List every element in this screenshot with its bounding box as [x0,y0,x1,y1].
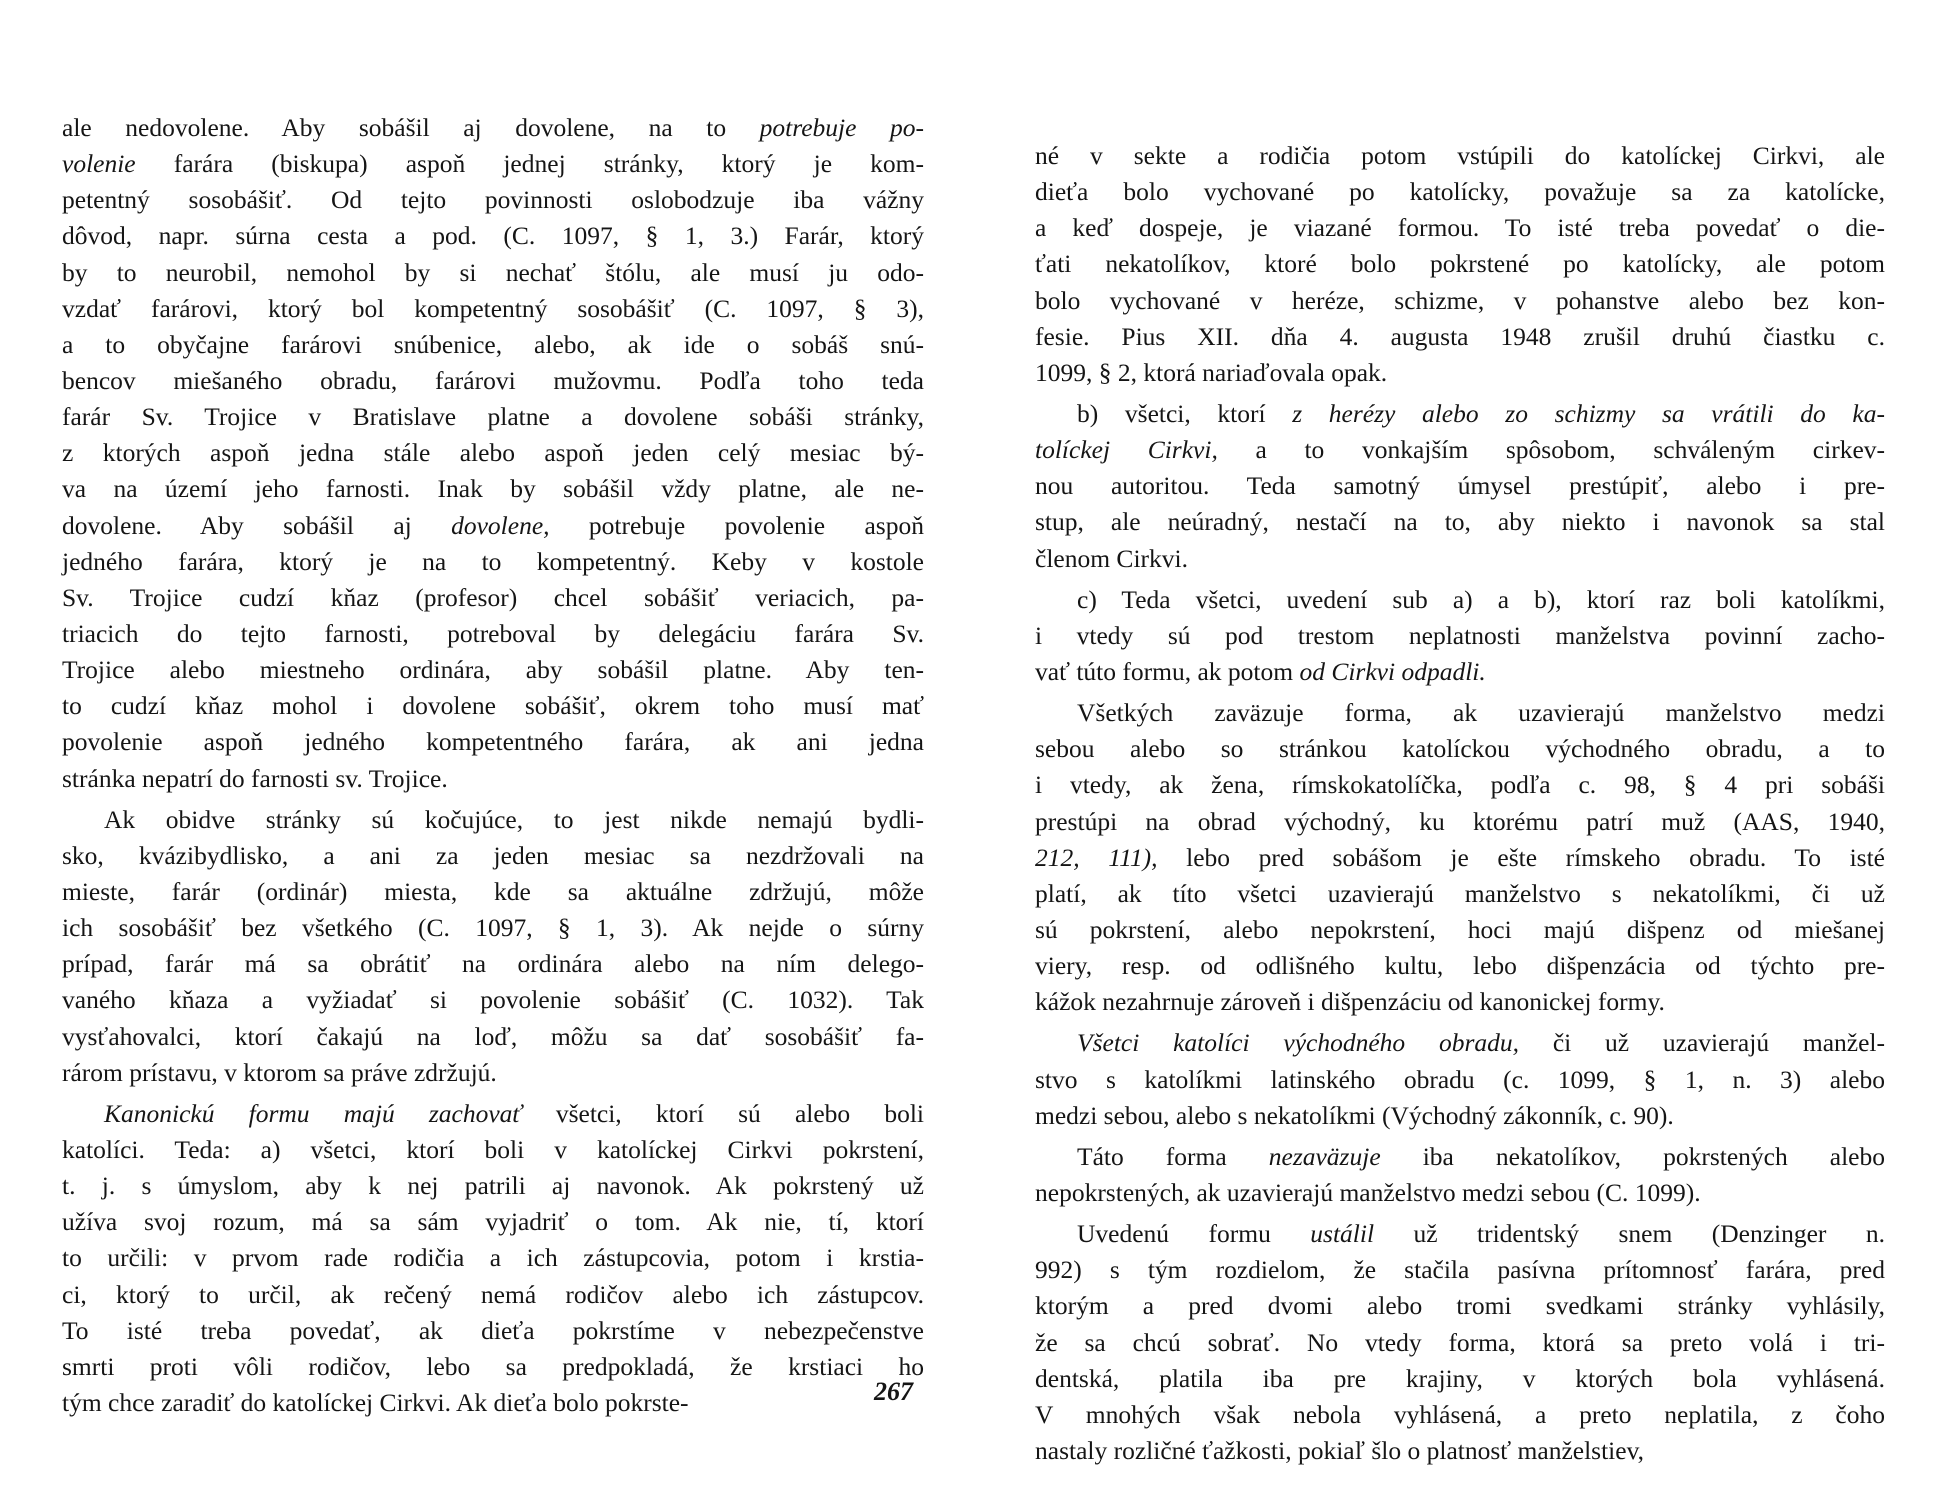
text-segment: bencov miešaného obradu, farárovi mužovmu. Podľa toho teda [62,365,924,395]
text-segment: kážok nezahrnuje zároveň i dišpenzáciu od kanonickej formy. [1035,987,1665,1017]
text-segment: to cudzí kňaz mohol i dovolene sobášiť, okrem toho musí mať [62,691,924,721]
text-line [1035,767,1885,803]
text-line [1035,283,1885,319]
text-segment: nou autoritou. Teda samotný úmysel prestúpiť, alebo i pre- [1035,471,1885,501]
text-line [1035,948,1885,984]
paragraph [62,110,924,797]
text-line [62,802,924,838]
text-segment: vzdať farárovi, ktorý bol kompetentný sosobášiť (C. 1097, § 3), [62,293,924,323]
italic-text: Kanonickú formu majú zachovať [104,1098,522,1128]
text-segment: Sv. Trojice cudzí kňaz (profesor) chcel sobášiť veriacich, pa- [62,582,924,612]
paragraph [1035,1025,1885,1133]
text-line [62,652,924,688]
paragraph [1035,1139,1885,1211]
text-line [62,1313,924,1349]
italic-text: 212, 111), [1035,842,1158,872]
text-line [62,182,924,218]
text-segment: a to vonkajším spôsobom, schváleným cirkev- [1217,435,1885,465]
text-line [62,363,924,399]
text-segment: rárom prístavu, v ktorom sa práve zdržujú. [62,1057,497,1087]
text-line [1035,1433,1885,1469]
paragraph [1035,695,1885,1020]
text-line [62,255,924,291]
text-segment: platí, ak títo všetci uzavierajú manželstvo s nekatolíkmi, či už [1035,878,1885,908]
text-segment: všetci, ktorí sú alebo boli [521,1098,924,1128]
text-segment: mieste, farár (ordinár) miesta, kde sa aktuálne zdržujú, môže [62,876,924,906]
italic-text: z herézy alebo zo schizmy sa vrátili do ka- [1292,398,1885,428]
text-segment: a to obyčajne farárovi snúbenice, alebo, ak ide o sobáš snú- [62,329,924,359]
text-line [1035,876,1885,912]
text-segment: dieťa bolo vychované po katolícky, považuje sa za katolícke, [1035,177,1885,207]
text-segment: to určili: v prvom rade rodičia a ich zástupcovia, potom i krstia- [62,1243,924,1273]
text-segment: farár Sv. Trojice v Bratislave platne a dovolene sobáši stránky, [62,402,924,432]
text-line [1035,618,1885,654]
text-line [62,1204,924,1240]
text-segment: sú pokrstení, alebo nepokrstení, hoci majú dišpenz od miešanej [1035,914,1885,944]
text-line [1035,1288,1885,1324]
text-segment: ale nedovolene. Aby sobášil aj dovolene, na to [62,113,760,142]
text-line [62,435,924,471]
text-segment: iba nekatolíkov, pokrstených alebo [1380,1141,1885,1171]
text-line [1035,984,1885,1020]
text-segment: c) Teda všetci, uvedení sub a) a b), ktorí raz boli katolíkmi, [1077,584,1885,614]
text-segment: lebo pred sobášom je ešte rímskeho obradu. To isté [1157,842,1885,872]
text-line [62,1385,924,1421]
text-line [1035,582,1885,618]
text-line [1035,1025,1885,1061]
text-segment: vysťahovalci, ktorí čakajú na loď, môžu sa dať sosobášiť fa- [62,1021,924,1051]
italic-text: ustálil [1310,1219,1375,1249]
text-segment: fesie. Pius XII. dňa 4. augusta 1948 zrušil druhú čiastku c. [1035,321,1885,351]
text-segment: i vtedy, ak žena, rímskokatolíčka, podľa c. 98, § 4 pri sobáši [1035,770,1885,800]
text-segment: viery, resp. od odlišného kultu, lebo dišpenzácia od týchto pre- [1035,951,1885,981]
italic-text: nezaväzuje [1268,1141,1381,1171]
text-segment: t. j. s úmyslom, aby k nej patrili aj navonok. Ak pokrstený už [62,1171,924,1201]
italic-text: od Cirkvi odpadli. [1299,656,1486,686]
text-segment: sebou alebo so stránkou katolíckou východného obradu, a to [1035,734,1885,764]
text-segment: Všetkých zaväzuje forma, ak uzavierajú manželstvo medzi [1077,698,1885,728]
text-line [62,874,924,910]
italic-text: potrebuje po- [759,113,924,142]
text-segment: členom Cirkvi. [1035,543,1188,573]
text-line [62,1132,924,1168]
paragraph [1035,138,1885,391]
text-line [1035,1216,1885,1252]
text-line [1035,396,1885,432]
text-line [62,399,924,435]
text-line [1035,1175,1885,1211]
paragraph [62,1096,924,1421]
text-segment: Uvedenú formu [1077,1219,1311,1249]
text-segment: Táto forma [1077,1141,1269,1171]
text-line [1035,840,1885,876]
italic-text: dovolene, [451,510,550,540]
italic-text: volenie [62,149,136,179]
text-segment: užíva svoj rozum, má sa sám vyjadriť o tom. Ak nie, tí, ktorí [62,1207,924,1237]
text-line [1035,504,1885,540]
text-segment: nepokrstených, ak uzavierajú manželstvo medzi sebou (C. 1099). [1035,1177,1701,1207]
text-segment: tým chce zaradiť do katolíckej Cirkvi. Ak dieťa bolo pokrste- [62,1387,689,1417]
text-line [62,1096,924,1132]
text-segment: sko, kvázibydlisko, a ani za jeden mesiac sa nezdržovali na [62,840,924,870]
text-segment: stvo s katolíkmi latinského obradu (c. 1099, § 1, n. 3) alebo [1035,1064,1885,1094]
text-line [62,146,924,182]
text-line [1035,695,1885,731]
text-line [1035,1397,1885,1433]
text-line [1035,804,1885,840]
text-line [62,471,924,507]
paragraph [1035,582,1885,690]
text-segment: To isté treba povedať, ak dieťa pokrstíme v nebezpečenstve [62,1315,924,1345]
text-segment: b) všetci, ktorí [1077,398,1293,428]
text-segment: bolo vychované v heréze, schizme, v pohanstve alebo bez kon- [1035,285,1885,315]
text-line [1035,654,1885,690]
text-segment: ich sosobášiť bez všetkého (C. 1097, § 1, 3). Ak nejde o súrny [62,913,924,943]
text-line [62,544,924,580]
paragraph [1035,396,1885,577]
italic-text: tolíckej Cirkvi, [1035,435,1218,465]
text-line [62,1349,924,1385]
text-segment: katolíci. Teda: a) všetci, ktorí boli v katolíckej Cirkvi pokrstení, [62,1134,924,1164]
text-segment: prípad, farár má sa obrátiť na ordinára alebo na ním delego- [62,949,924,979]
text-line [1035,246,1885,282]
text-line [1035,319,1885,355]
text-line [1035,541,1885,577]
text-line [1035,1139,1885,1175]
text-line [62,1168,924,1204]
text-line [62,1240,924,1276]
paragraph [1035,1216,1885,1469]
text-segment: že sa chcú sobrať. No vtedy forma, ktorá sa preto volá i tri- [1035,1327,1885,1357]
text-segment: vaného kňaza a vyžiadať si povolenie sobášiť (C. 1032). Tak [62,985,924,1015]
text-segment: ci, ktorý to určil, ak rečený nemá rodičov alebo ich zástupcov. [62,1279,924,1309]
text-line [62,508,924,544]
text-line [1035,210,1885,246]
text-segment: jedného farára, ktorý je na to kompetentný. Keby v kostole [62,546,924,576]
text-line [62,688,924,724]
text-segment: ťati nekatolíkov, ktoré bolo pokrstené po katolícky, ale potom [1035,249,1885,279]
text-segment: a keď dospeje, je viazané formou. To isté treba povedať o die- [1035,213,1885,243]
text-segment: i vtedy sú pod trestom neplatnosti manželstva povinní zacho- [1035,620,1885,650]
text-segment: 1099, § 2, ktorá nariaďovala opak. [1035,357,1388,387]
text-segment: V mnohých však nebola vyhlásená, a preto neplatila, z čoho [1035,1399,1885,1429]
text-segment: povolenie aspoň jedného kompetentného farára, ak ani jedna [62,727,924,757]
text-segment: 992) s tým rozdielom, že stačila pasívna prítomnosť farára, pred [1035,1255,1885,1285]
text-line [62,110,924,146]
text-line [62,724,924,760]
text-line [62,218,924,254]
text-line [1035,138,1885,174]
text-segment: né v sekte a rodičia potom vstúpili do katolíckej Cirkvi, ale [1035,141,1885,170]
text-line [62,838,924,874]
text-line [1035,731,1885,767]
text-line [1035,912,1885,948]
text-segment: či už uzavierajú manžel- [1519,1028,1885,1058]
text-segment: prestúpi na obrad východný, ku ktorému patrí muž (AAS, 1940, [1035,806,1885,836]
text-line [1035,355,1885,391]
text-line [1035,1325,1885,1361]
text-line [1035,174,1885,210]
text-segment: dentská, platila iba pre krajiny, v ktorých bola vyhlásená. [1035,1363,1885,1393]
text-segment: triacich do tejto farnosti, potreboval by delegáciu farára Sv. [62,618,924,648]
text-segment: petentný sosobášiť. Od tejto povinnosti oslobodzuje iba vážny [62,185,924,215]
text-segment: ktorým a pred dvomi alebo tromi svedkami stránky vyhlásily, [1035,1291,1885,1321]
text-line [62,1055,924,1091]
text-line [62,580,924,616]
text-line [1035,1252,1885,1288]
text-line [62,982,924,1018]
italic-text: Všetci katolíci východného obradu, [1077,1028,1520,1058]
text-line [62,327,924,363]
text-line [62,761,924,797]
right-page [1035,138,1885,1469]
text-segment: vať túto formu, ak potom [1035,656,1300,686]
text-line [1035,1098,1885,1134]
text-segment: va na území jeho farnosti. Inak by sobášil vždy platne, ale ne- [62,474,924,504]
text-segment: dôvod, napr. súrna cesta a pod. (C. 1097, § 1, 3.) Farár, ktorý [62,221,924,251]
text-segment: smrti proti vôli rodičov, lebo sa predpokladá, že krstiaci ho [62,1351,924,1381]
text-segment: medzi sebou, alebo s nekatolíkmi (Východný zákonník, c. 90). [1035,1100,1674,1130]
text-segment: by to neurobil, nemohol by si nechať štólu, ale musí ju odo- [62,257,924,287]
text-line [62,291,924,327]
text-line [1035,1361,1885,1397]
text-line [62,616,924,652]
text-segment: stránka nepatrí do farnosti sv. Trojice. [62,763,448,793]
text-line [1035,468,1885,504]
text-segment: stup, ale neúradný, nestačí na to, aby niekto i navonok sa stal [1035,507,1885,537]
text-segment: dovolene. Aby sobášil aj [62,510,452,540]
text-line [62,1019,924,1055]
left-page [62,110,924,1421]
paragraph [62,802,924,1091]
text-segment: už tridentský snem (Denzinger n. [1374,1219,1885,1249]
text-segment: potrebuje povolenie aspoň [549,510,924,540]
page-number: 267 [874,1377,913,1406]
text-segment: Trojice alebo miestneho ordinára, aby sobášil platne. Aby ten- [62,655,924,685]
text-line [1035,432,1885,468]
text-line [62,946,924,982]
text-segment: Ak obidve stránky sú kočujúce, to jest nikde nemajú bydli- [104,804,924,834]
text-segment: farára (biskupa) aspoň jednej stránky, ktorý je kom- [135,149,924,179]
text-segment: z ktorých aspoň jedna stále alebo aspoň jeden celý mesiac bý- [62,438,924,468]
text-segment: nastaly rozličné ťažkosti, pokiaľ šlo o platnosť manželstiev, [1035,1435,1645,1465]
text-line [62,910,924,946]
text-line [62,1277,924,1313]
text-line [1035,1062,1885,1098]
